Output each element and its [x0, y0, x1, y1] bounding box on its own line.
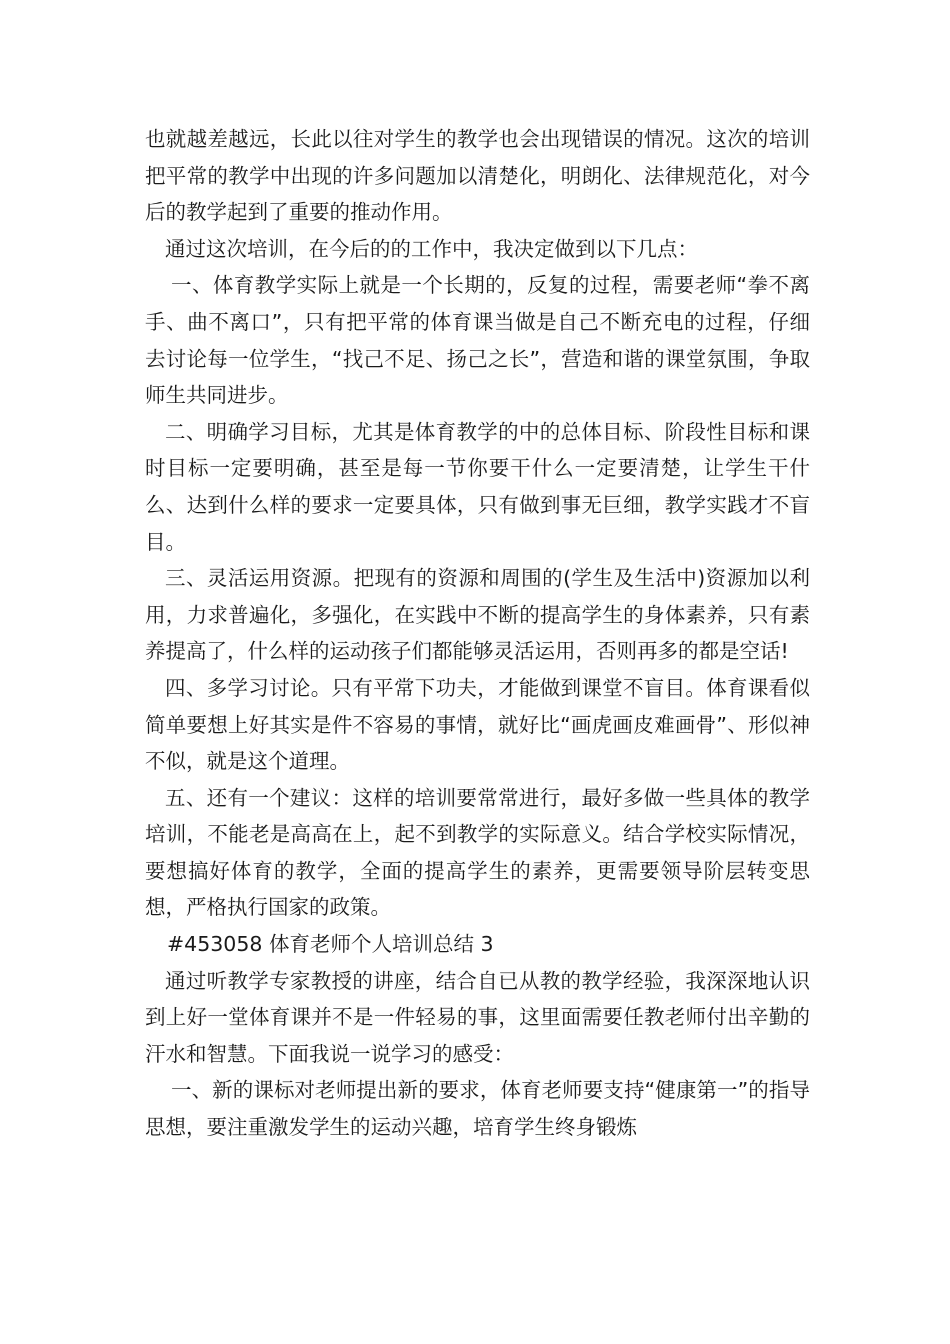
paragraph-section-intro: 通过听教学专家教授的讲座，结合自已从教的教学经验，我深深地认识到上好一堂体育课并不是一件轻易的事，这里面需要任教老师付出辛勤的汗水和智慧。下面我说一说学习的感受：	[145, 968, 810, 1066]
paragraph-point-1: 一、体育教学实际上就是一个长期的，反复的过程，需要老师“拳不离手、曲不离口”，只有把平常的体育课当做是自己不断充电的过程，仔细去讨论每一位学生，“找己不足、扬己之长”，营造和谐的课堂氛围，争取师生共同进步。	[145, 273, 810, 408]
paragraph-point-2: 二、明确学习目标，尤其是体育教学的中的总体目标、阶段性目标和课时目标一定要明确，甚至是每一节你要干什么一定要清楚，让学生干什么、达到什么样的要求一定要具体，只有做到事无巨细，教学实践才不盲目。	[145, 419, 810, 554]
document-body	[145, 121, 810, 1146]
paragraph-point-4: 四、多学习讨论。只有平常下功夫，才能做到课堂不盲目。体育课看似简单要想上好其实是件不容易的事情，就好比“画虎画皮难画骨”、形似神不似，就是这个道理。	[145, 675, 810, 774]
paragraph-section-point-1: 一、新的课标对老师提出新的要求，体育老师要支持“健康第一”的指导思想，要注重激发学生的运动兴趣，培育学生终身锻炼	[145, 1078, 810, 1140]
section-heading: #453058 体育老师个人培训总结 3	[167, 932, 494, 957]
paragraph-point-3: 三、灵活运用资源。把现有的资源和周围的(学生及生活中)资源加以利用，力求普遍化，多强化，在实践中不断的提高学生的身体素养，只有素养提高了，什么样的运动孩子们都能够灵活运用，否则再多的都是空话!	[145, 566, 810, 664]
paragraph-intro: 通过这次培训，在今后的的工作中，我决定做到以下几点：	[165, 236, 698, 261]
paragraph-continuation: 也就越差越远，长此以往对学生的教学也会出现错误的情况。这次的培训把平常的教学中出现的许多问题加以清楚化，明朗化、法律规范化，对今后的教学起到了重要的推动作用。	[145, 127, 810, 225]
paragraph-point-5: 五、还有一个建议：这样的培训要常常进行，最好多做一些具体的教学培训，不能老是高高在上，起不到教学的实际意义。结合学校实际情况，要想搞好体育的教学，全面的提高学生的素养，更需要领导阶层转变思想，严格执行国家的政策。	[145, 785, 810, 920]
